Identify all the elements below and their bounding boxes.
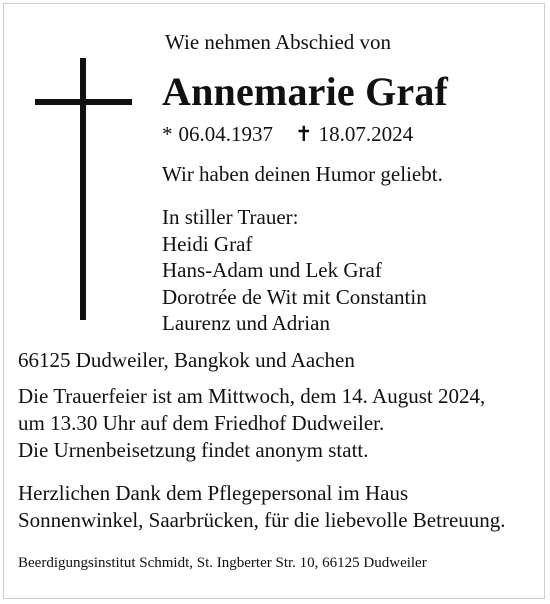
death-date: 18.07.2024 — [318, 122, 414, 146]
location-line: 66125 Dudweiler, Bangkok und Aachen — [18, 348, 355, 372]
mourner-line: Heidi Graf — [162, 231, 253, 256]
cross-icon-horizontal-bar — [35, 99, 132, 105]
mourners-heading: In stiller Trauer: — [162, 205, 299, 229]
funeral-home-footer: Beerdigungsinstitut Schmidt, St. Ingberter Str. 10, 66125 Dudweiler — [18, 555, 427, 571]
mourners-block — [162, 204, 427, 337]
funeral-line: Die Trauerfeier ist am Mittwoch, dem 14. August 2024, — [18, 384, 486, 408]
birth-star-icon: * — [162, 122, 173, 146]
birth-date: 06.04.1937 — [178, 122, 273, 146]
funeral-line: um 13.30 Uhr auf dem Friedhof Dudweiler. — [18, 411, 385, 435]
life-dates — [162, 124, 413, 145]
memorial-quote: Wir haben deinen Humor geliebt. — [162, 162, 443, 186]
cross-icon-vertical-bar — [80, 58, 86, 320]
thanks-note — [18, 480, 506, 534]
funeral-line: Die Urnenbeisetzung findet anonym statt. — [18, 438, 369, 462]
funeral-info — [18, 383, 485, 464]
mourner-line: Hans-Adam und Lek Graf — [162, 258, 382, 282]
thanks-line: Herzlichen Dank dem Pflegepersonal im Haus — [18, 481, 409, 505]
intro-text: Wie nehmen Abschied von — [165, 30, 392, 54]
death-cross-icon: ✝ — [295, 122, 313, 146]
deceased-name: Annemarie Graf — [162, 69, 449, 114]
mourner-line: Dorotrée de Wit mit Constantin — [162, 284, 427, 309]
thanks-line: Sonnenwinkel, Saarbrücken, für die liebevolle Betreuung. — [18, 508, 506, 532]
mourner-line: Laurenz und Adrian — [162, 311, 330, 335]
